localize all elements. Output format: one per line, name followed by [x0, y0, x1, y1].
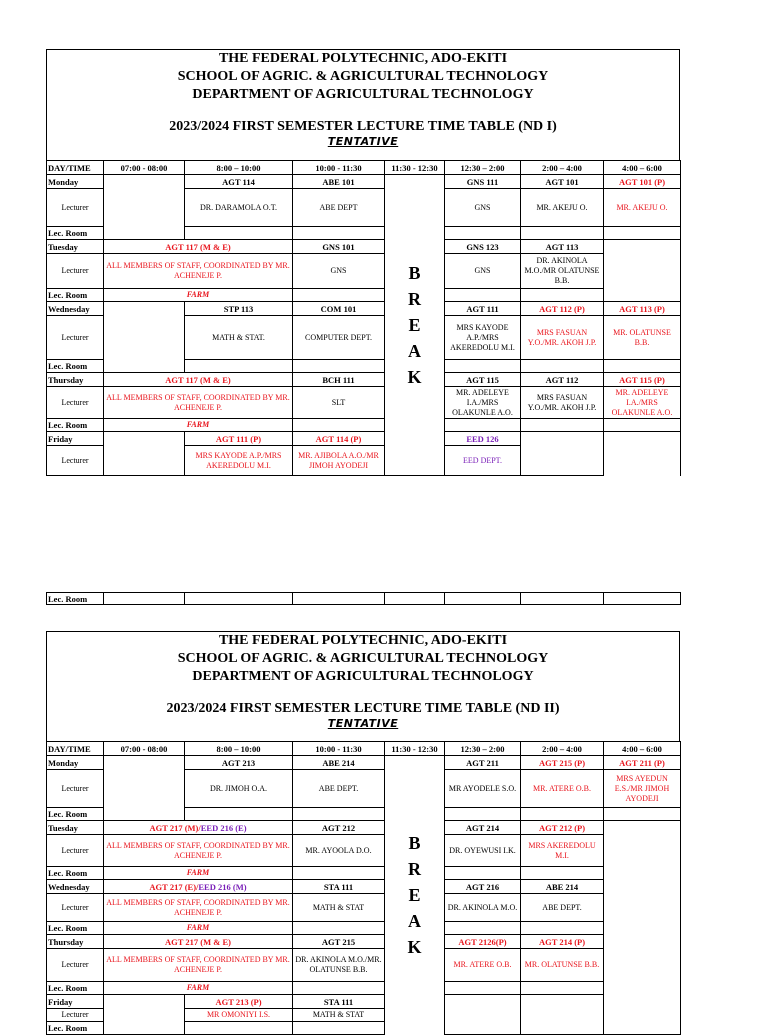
lecturer-cell: MR. AYOOLA D.O. [293, 835, 385, 867]
row-label: Lec. Room [47, 593, 104, 605]
lecturer-cell: ABE DEPT [293, 189, 385, 227]
course-code: AGT 111 (P) [185, 432, 293, 446]
course-code: AGT 114 (P) [293, 432, 385, 446]
lecturer-cell: ALL MEMBERS OF STAFF, COORDINATED BY MR. ACHENEJE P. [104, 254, 293, 289]
table-row [47, 995, 681, 1009]
institution-title: THE FEDERAL POLYTECHNIC, ADO-EKITI [218, 633, 508, 648]
lecturer-cell: DR. AKINOLA M.O. [445, 894, 521, 922]
lecturer-cell: MRS AYEDUN E.S./MR JIMOH AYODEJI [604, 770, 681, 808]
course-code: AGT 214 (P) [521, 935, 604, 949]
break-letter: K [407, 367, 422, 387]
course-code: AGT 101 (P) [604, 175, 681, 189]
row-label: Lec. Room [47, 982, 104, 995]
course-code: AGT 212 (P) [521, 821, 604, 835]
room-cell: FARM [104, 922, 293, 935]
break-letter: B [408, 263, 421, 283]
row-label: Lecturer [47, 446, 104, 476]
institution-title: THE FEDERAL POLYTECHNIC, ADO-EKITI [218, 51, 508, 66]
lecturer-cell: ALL MEMBERS OF STAFF, COORDINATED BY MR. ACHENEJE P. [104, 387, 293, 419]
lecturer-cell: MR. AJIBOLA A.O./MR JIMOH AYODEJI [293, 446, 385, 476]
lecturer-cell: MRS FASUAN Y.O./MR. AKOH J.P. [521, 387, 604, 419]
course-code-part: EED 216 (E) [200, 822, 247, 833]
row-label: Lec. Room [47, 360, 104, 373]
course-code: GNS 123 [445, 240, 521, 254]
course-code: ABE 101 [293, 175, 385, 189]
table-row [47, 373, 681, 387]
table-row [47, 949, 681, 982]
table-row [47, 240, 681, 254]
course-code: GNS 111 [445, 175, 521, 189]
course-code: AGT 101 [521, 175, 604, 189]
course-code: GNS 101 [293, 240, 385, 254]
lecturer-cell: DR. JIMOH O.A. [185, 770, 293, 808]
col-header: DAY/TIME [47, 161, 104, 175]
col-header: 2:00 – 4:00 [521, 742, 604, 756]
break-letter: R [408, 289, 421, 309]
timetable-grid [46, 160, 681, 476]
tentative-label: TENTATIVE [327, 717, 399, 730]
course-code: AGT 213 (P) [185, 995, 293, 1009]
lecturer-cell: ABE DEPT. [293, 770, 385, 808]
col-header: 07:00 - 08:00 [104, 742, 185, 756]
day-label: Wednesday [47, 302, 104, 316]
row-label: Lec. Room [47, 867, 104, 880]
break-letter: A [408, 341, 421, 361]
break-letter: B [408, 833, 421, 854]
lecturer-cell: MR. AKEJU O. [604, 189, 681, 227]
lecturer-cell: MR. ADELEYE I.A./MRS OLAKUNLE A.O. [445, 387, 521, 419]
row-label: Lecturer [47, 949, 104, 982]
table-row [47, 835, 681, 867]
course-code: AGT 211 (P) [604, 756, 681, 770]
lecturer-cell: ABE DEPT. [521, 894, 604, 922]
room-cell: FARM [104, 867, 293, 880]
day-label: Wednesday [47, 880, 104, 894]
course-code: AGT 115 [445, 373, 521, 387]
break-letter: K [407, 937, 422, 958]
course-code: AGT 111 [445, 302, 521, 316]
course-code: AGT 216 [445, 880, 521, 894]
course-code: AGT 213 [185, 756, 293, 770]
day-label: Tuesday [47, 240, 104, 254]
break-column [385, 175, 445, 476]
col-header: 4:00 – 6:00 [604, 161, 681, 175]
timetable-header [46, 49, 680, 160]
lecturer-cell: MR AYODELE S.O. [445, 770, 521, 808]
timetable-title: 2023/2024 FIRST SEMESTER LECTURE TIME TABLE (ND II) [166, 701, 560, 716]
course-code: AGT 215 [293, 935, 385, 949]
lecturer-cell: GNS [293, 254, 385, 289]
lecturer-cell: EED DEPT. [445, 446, 521, 476]
lecturer-cell: ALL MEMBERS OF STAFF, COORDINATED BY MR. ACHENEJE P. [104, 894, 293, 922]
table-row [47, 982, 681, 995]
row-label: Lecturer [47, 770, 104, 808]
course-code: AGT 114 [185, 175, 293, 189]
course-code: ABE 214 [521, 880, 604, 894]
lecturer-cell: MRS FASUAN Y.O./MR. AKOH J.P. [521, 316, 604, 360]
table-row [47, 756, 681, 770]
col-header: 11:30 - 12:30 [385, 742, 445, 756]
lecturer-cell: GNS [445, 254, 521, 289]
course-code: ABE 214 [293, 756, 385, 770]
table-row [47, 432, 681, 446]
course-code: BCH 111 [293, 373, 385, 387]
table-row [47, 867, 681, 880]
course-code [104, 880, 293, 894]
col-header: DAY/TIME [47, 742, 104, 756]
lecturer-cell: DR. AKINOLA M.O./MR. OLATUNSE B.B. [293, 949, 385, 982]
break-letter: E [408, 315, 421, 335]
course-code: AGT 115 (P) [604, 373, 681, 387]
course-code: AGT 113 [521, 240, 604, 254]
tentative-label: TENTATIVE [327, 135, 399, 148]
day-label: Tuesday [47, 821, 104, 835]
department-title: DEPARTMENT OF AGRICULTURAL TECHNOLOGY [192, 87, 534, 102]
table-row [47, 302, 681, 316]
col-header: 11:30 - 12:30 [385, 161, 445, 175]
course-code-part: EED 216 (M) [198, 881, 247, 892]
course-code: AGT 117 (M & E) [104, 240, 293, 254]
col-header: 12:30 – 2:00 [445, 161, 521, 175]
course-code: AGT 112 [521, 373, 604, 387]
break-letter: E [408, 885, 421, 906]
room-cell: FARM [104, 289, 293, 302]
col-header: 10:00 - 11:30 [293, 161, 385, 175]
col-header: 8:00 – 10:00 [185, 742, 293, 756]
row-label: Lec. Room [47, 289, 104, 302]
table-row [47, 387, 681, 419]
day-label: Thursday [47, 373, 104, 387]
col-header: 4:00 – 6:00 [604, 742, 681, 756]
lecturer-cell: MRS KAYODE A.P./MRS AKEREDOLU M.I. [185, 446, 293, 476]
break-letter: A [408, 911, 421, 932]
col-header: 12:30 – 2:00 [445, 742, 521, 756]
header-row [47, 161, 681, 175]
timetable-header [46, 631, 680, 741]
col-header: 07:00 - 08:00 [104, 161, 185, 175]
day-label: Friday [47, 995, 104, 1009]
course-code: AGT 117 (M & E) [104, 373, 293, 387]
school-title: SCHOOL OF AGRIC. & AGRICULTURAL TECHNOLOGY [177, 69, 549, 84]
timetable-nd1 [46, 49, 680, 476]
row-label: Lec. Room [47, 1022, 104, 1035]
course-code: AGT 211 [445, 756, 521, 770]
lecturer-cell: DR. DARAMOLA O.T. [185, 189, 293, 227]
row-label: Lec. Room [47, 808, 104, 821]
lecturer-cell: ALL MEMBERS OF STAFF, COORDINATED BY MR. ACHENEJE P. [104, 835, 293, 867]
timetable-grid [46, 741, 681, 1035]
department-title: DEPARTMENT OF AGRICULTURAL TECHNOLOGY [192, 669, 534, 684]
room-cell: FARM [104, 982, 293, 995]
lecturer-cell: MR. OLATUNSE B.B. [604, 316, 681, 360]
table-row [47, 894, 681, 922]
row-label: Lecturer [47, 254, 104, 289]
table-row [47, 821, 681, 835]
day-label: Monday [47, 175, 104, 189]
day-label: Friday [47, 432, 104, 446]
course-code: STA 111 [293, 880, 385, 894]
lecturer-cell: MRS AKEREDOLU M.I. [521, 835, 604, 867]
course-code: AGT 212 [293, 821, 385, 835]
lecturer-cell: MR. AKEJU O. [521, 189, 604, 227]
break-letter: R [408, 859, 421, 880]
row-label: Lecturer [47, 835, 104, 867]
course-code: STP 113 [185, 302, 293, 316]
col-header: 8:00 – 10:00 [185, 161, 293, 175]
room-cell: FARM [104, 419, 293, 432]
header-row [47, 742, 681, 756]
lecturer-cell: MR OMONIYI I.S. [185, 1009, 293, 1022]
course-code: EED 126 [445, 432, 521, 446]
table-row [47, 935, 681, 949]
row-label: Lec. Room [47, 922, 104, 935]
table-row [47, 289, 681, 302]
course-code: AGT 214 [445, 821, 521, 835]
row-label: Lec. Room [47, 419, 104, 432]
lecturer-cell: MR. ATERE O.B. [521, 770, 604, 808]
course-code: AGT 113 (P) [604, 302, 681, 316]
course-code: AGT 217 (M & E) [104, 935, 293, 949]
lecturer-cell: COMPUTER DEPT. [293, 316, 385, 360]
col-header: 2:00 – 4:00 [521, 161, 604, 175]
table-row [47, 419, 681, 432]
course-code [104, 821, 293, 835]
break-column [385, 756, 445, 1035]
row-label: Lec. Room [47, 227, 104, 240]
row-label: Lecturer [47, 316, 104, 360]
course-code: STA 111 [293, 995, 385, 1009]
row-label: Lecturer [47, 387, 104, 419]
lecturer-cell: MATH & STAT [293, 894, 385, 922]
lecturer-cell: SLT [293, 387, 385, 419]
timetable-title: 2023/2024 FIRST SEMESTER LECTURE TIME TABLE (ND I) [169, 119, 557, 134]
lecturer-cell: MATH & STAT. [185, 316, 293, 360]
day-label: Thursday [47, 935, 104, 949]
lecturer-cell: MR. ADELEYE I.A./MRS OLAKUNLE A.O. [604, 387, 681, 419]
course-code: AGT 215 (P) [521, 756, 604, 770]
lecturer-cell: MR. ATERE O.B. [445, 949, 521, 982]
lecturer-cell: MATH & STAT [293, 1009, 385, 1022]
table-row [47, 254, 681, 289]
course-code-part: AGT 217 (M)/ [149, 822, 201, 833]
page-break-row [46, 592, 681, 605]
table-row [47, 922, 681, 935]
lecturer-cell: MR. OLATUNSE B.B. [521, 949, 604, 982]
row-label: Lecturer [47, 1009, 104, 1022]
col-header: 10:00 - 11:30 [293, 742, 385, 756]
course-code-part: AGT 217 (E)/ [149, 881, 199, 892]
row-label: Lecturer [47, 189, 104, 227]
school-title: SCHOOL OF AGRIC. & AGRICULTURAL TECHNOLOGY [177, 651, 549, 666]
lecturer-cell: DR. OYEWUSI I.K. [445, 835, 521, 867]
lecturer-cell: DR. AKINOLA M.O./MR OLATUNSE B.B. [521, 254, 604, 289]
lecturer-cell: GNS [445, 189, 521, 227]
timetable-nd2 [46, 631, 680, 1035]
course-code: AGT 2126(P) [445, 935, 521, 949]
lecturer-cell: ALL MEMBERS OF STAFF, COORDINATED BY MR. ACHENEJE P. [104, 949, 293, 982]
table-row [47, 880, 681, 894]
row-label: Lecturer [47, 894, 104, 922]
course-code: AGT 112 (P) [521, 302, 604, 316]
lecturer-cell: MRS KAYODE A.P./MRS AKEREDOLU M.I. [445, 316, 521, 360]
table-row [47, 175, 681, 189]
course-code: COM 101 [293, 302, 385, 316]
day-label: Monday [47, 756, 104, 770]
